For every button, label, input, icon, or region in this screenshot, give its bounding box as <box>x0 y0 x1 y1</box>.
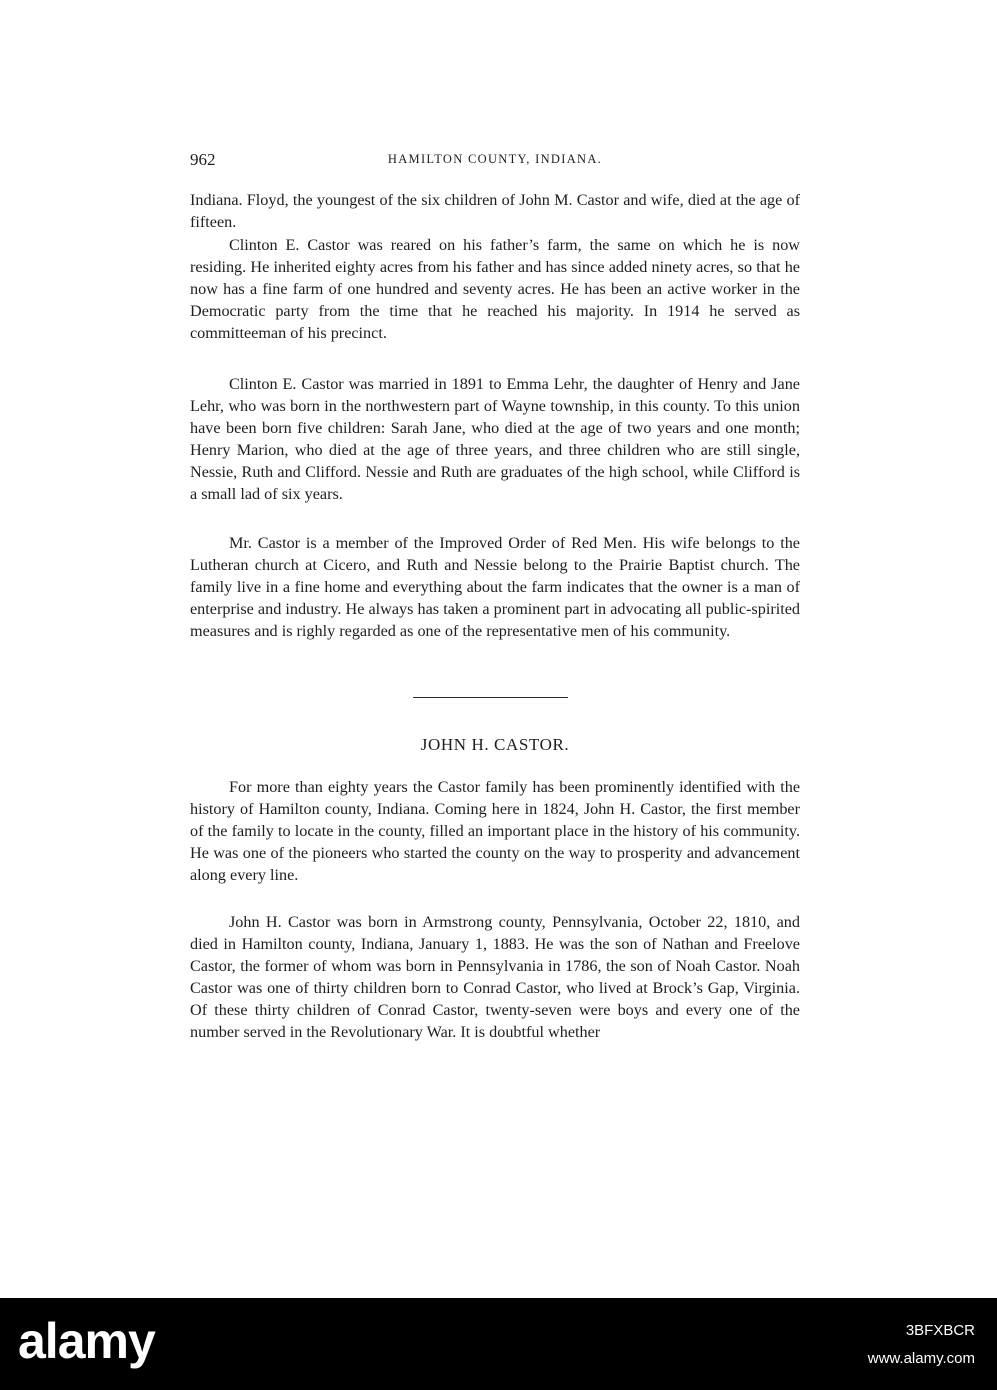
alamy-logo <box>18 1310 218 1374</box>
paragraph-continued: Indiana. Floyd, the youngest of the six children of John M. Castor and wife, died at the age of fifteen. <box>190 191 800 232</box>
watermark-footer <box>0 1298 997 1390</box>
paragraph-marriage: Clinton E. Castor was married in 1891 to Emma Lehr, the daughter of Henry and Jane Lehr, who was born in the northwestern part of Wayne township, in this county. To this union have been born five children: Sarah Jane, who died at the age of two years and one month; Henry Marion, who died at the age of three years, and three children who are still single, Nessie, Ruth and Clifford. Nessie and Ruth are graduates of the high school, while Clifford is a small lad of six years. <box>190 375 800 504</box>
running-head-title: HAMILTON COUNTY, INDIANA. <box>387 152 603 166</box>
running-head <box>190 150 800 174</box>
site-url[interactable]: www.alamy.com <box>867 1350 975 1367</box>
paragraph-membership: Mr. Castor is a member of the Improved Order of Red Men. His wife belongs to the Lutheran church at Cicero, and Ruth and Nessie belong to the Prairie Baptist church. The family live in a fine home and everything about the farm indicates that the owner is a man of enterprise and industry. He always has taken a prominent part in advocating all public-spirited measures and is righly regarded as one of the representative men of his community. <box>190 534 800 641</box>
section-paragraph-intro: For more than eighty years the Castor family has been prominently identified with the history of Hamilton county, Indiana. Coming here in 1824, John H. Castor, the first member of the family to locate in the county, filled an important place in the history of his community. He was one of the pioneers who started the county on the way to prosperity and advancement along every line. <box>190 778 800 885</box>
section-divider <box>413 697 568 698</box>
image-id: 3BFXBCR <box>905 1322 975 1339</box>
page-number: 962 <box>190 150 216 169</box>
paragraph-farm: Clinton E. Castor was reared on his father’s farm, the same on which he is now residing. He inherited eighty acres from his father and has since added ninety acres, so that he now has a fine farm of one hundred and seventy acres. He has been an active worker in the Democratic party from the time that he reached his majority. In 1914 he served as committeeman of his precinct. <box>190 236 800 343</box>
section-paragraph-birth: John H. Castor was born in Armstrong county, Pennsylvania, October 22, 1810, and died in Hamilton county, Indiana, January 1, 1883. He was the son of Nathan and Freelove Castor, the former of whom was born in Pennsylvania in 1786, the son of Noah Castor. Noah Castor was one of thirty children born to Conrad Castor, who lived at Brock’s Gap, Virginia. Of these thirty children of Conrad Castor, twenty-seven were boys and every one of the number served in the Revolutionary War. It is doubtful whether <box>190 913 800 1042</box>
section-title: JOHN H. CASTOR. <box>420 735 570 754</box>
logo-text: alamy <box>18 1313 155 1369</box>
